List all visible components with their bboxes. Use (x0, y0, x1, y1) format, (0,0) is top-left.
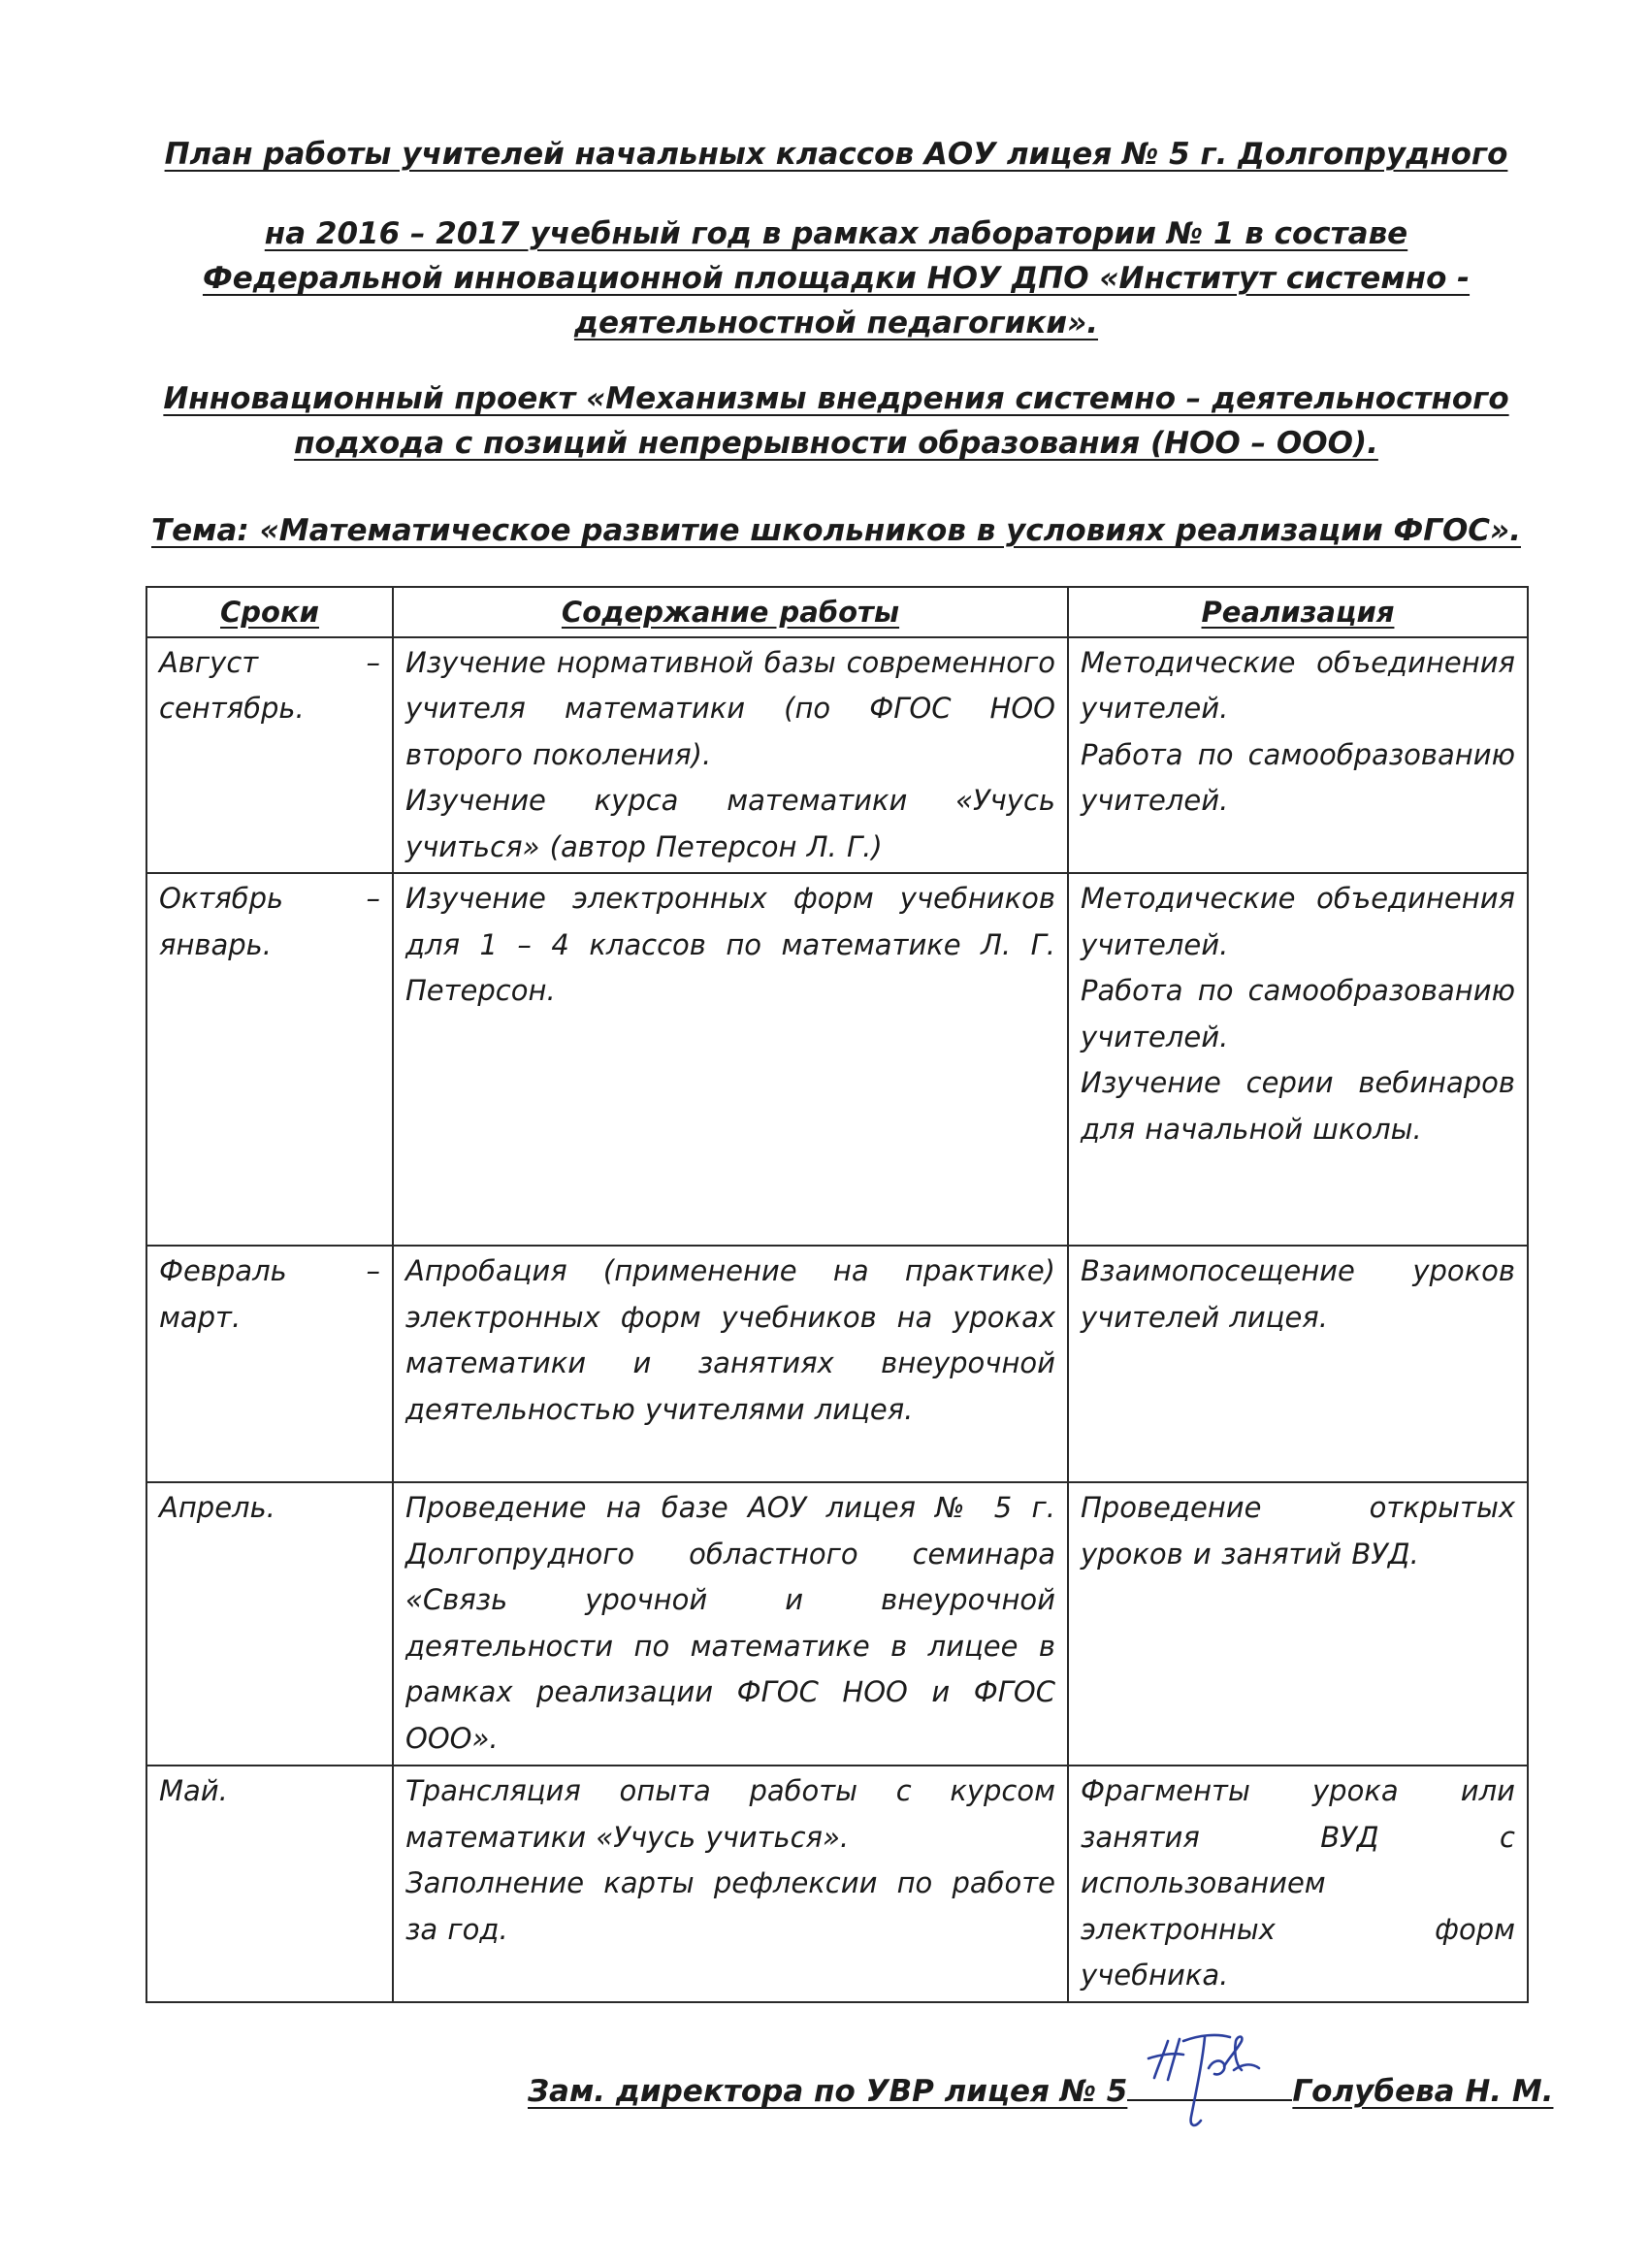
signer-position: Зам. директора по УВР лицея № 5 (528, 2074, 1128, 2109)
work-plan-table (146, 586, 1529, 2003)
content-cell (393, 1482, 1068, 1766)
content-cell (393, 637, 1068, 874)
table-row (146, 873, 1528, 1246)
column-header-implementation: Реализация (1068, 587, 1528, 637)
implementation-paragraph: Взаимопосещение уроков учителей лицея. (1081, 1254, 1515, 1334)
signature-line (528, 2064, 1553, 2114)
content-paragraph: Изучение курса математики «Учусь учиться» (автор Петерсон Л. Г.) (405, 784, 1055, 863)
project-title: Инновационный проект «Механизмы внедрения системно – деятельностного подхода с позиций непрерывности образования (НОО – ООО). (163, 381, 1509, 461)
implementation-paragraph: Изучение серии вебинаров для начальной школы. (1081, 1066, 1515, 1146)
theme-title: Тема: «Математическое развитие школьников в условиях реализации ФГОС». (151, 513, 1521, 548)
period-cell: Апрель. (146, 1482, 393, 1766)
implementation-paragraph: Методические объединения учителей. (1081, 882, 1515, 961)
table-header-row (146, 587, 1528, 637)
table-row (146, 1482, 1528, 1766)
column-header-period: Сроки (146, 587, 393, 637)
content-cell (393, 873, 1068, 1246)
document-subtitle: на 2016 – 2017 учебный год в рамках лаборатории № 1 в составе Федеральной инновационной площадки НОУ ДПО «Институт системно - деятельностной педагогики». (202, 216, 1471, 340)
period-cell: Август – сентябрь. (146, 637, 393, 874)
handwritten-signature-icon (1141, 2020, 1267, 2138)
period-cell: Февраль – март. (146, 1246, 393, 1482)
content-cell (393, 1246, 1068, 1482)
content-paragraph: Трансляция опыта работы с курсом математики «Учусь учиться». (405, 1774, 1055, 1854)
table-row (146, 1246, 1528, 1482)
signer-name: Голубева Н. М. (1292, 2074, 1554, 2109)
implementation-paragraph: Фрагменты урока или занятия ВУД с использованием электронных форм учебника. (1081, 1774, 1515, 1992)
period-cell: Май. (146, 1766, 393, 2002)
implementation-cell (1068, 1766, 1528, 2002)
table-row (146, 637, 1528, 874)
implementation-cell (1068, 873, 1528, 1246)
table-row (146, 1766, 1528, 2002)
implementation-cell (1068, 1246, 1528, 1482)
content-paragraph: Проведение на базе АОУ лицея № 5 г. Долгопрудного областного семинара «Связь урочной и внеурочной деятельности по математике в лицее в рамках реализации ФГОС НОО и ФГОС ООО». (405, 1491, 1055, 1755)
content-paragraph: Изучение нормативной базы современного учителя математики (по ФГОС НОО второго поколения). (405, 645, 1055, 771)
content-cell (393, 1766, 1068, 2002)
implementation-cell (1068, 1482, 1528, 1766)
column-header-content: Содержание работы (393, 587, 1068, 637)
content-paragraph: Изучение электронных форм учебников для 1 – 4 классов по математике Л. Г. Петерсон. (405, 882, 1055, 1007)
implementation-paragraph: Работа по самообразованию учителей. (1081, 974, 1515, 1053)
period-cell: Октябрь – январь. (146, 873, 393, 1246)
content-paragraph: Заполнение карты рефлексии по работе за год. (405, 1866, 1055, 1946)
implementation-cell (1068, 637, 1528, 874)
implementation-paragraph: Методические объединения учителей. (1081, 645, 1515, 725)
implementation-paragraph: Проведение открытых уроков и занятий ВУД. (1081, 1491, 1515, 1571)
document-title: План работы учителей начальных классов АОУ лицея № 5 г. Долгопрудного (164, 137, 1508, 172)
implementation-paragraph: Работа по самообразованию учителей. (1081, 737, 1515, 817)
content-paragraph: Апробация (применение на практике) электронных форм учебников на уроках математики и занятиях внеурочной деятельностью учителями лицея. (405, 1254, 1055, 1426)
